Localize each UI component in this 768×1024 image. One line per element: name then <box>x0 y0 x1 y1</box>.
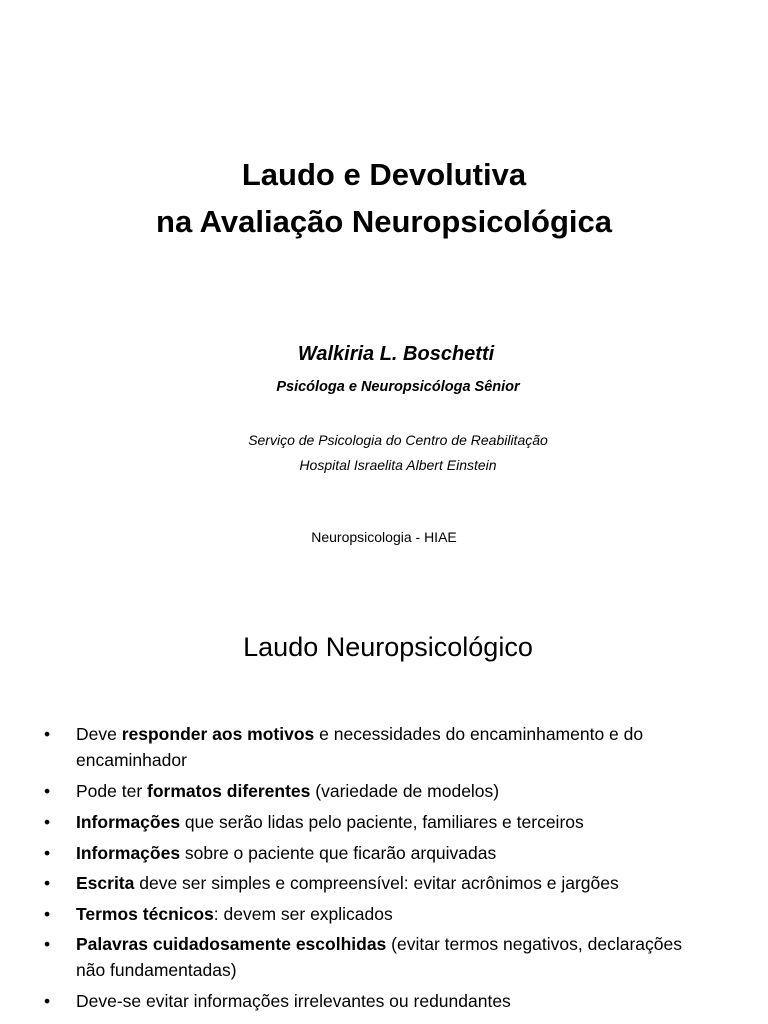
bullet-marker: • <box>44 812 51 832</box>
bullet-marker: • <box>44 873 51 893</box>
bullet-bold-text: responder aos motivos <box>121 724 315 744</box>
bullet-text: e necessidades do encaminhamento e do encaminhador <box>76 724 644 770</box>
cover-title-line-1: Laudo e Devolutiva <box>241 157 527 192</box>
slide-title: Laudo Neuropsicológico <box>243 632 533 662</box>
bullet-item <box>76 809 716 835</box>
bullet-text: que serão lidas pelo paciente, familiares e terceiros <box>180 812 584 832</box>
bullet-text: Deve-se evitar informações irrelevantes ou redundantes <box>76 991 511 1011</box>
bullet-marker: • <box>44 934 51 954</box>
bullet-marker: • <box>44 843 51 863</box>
bullet-text: (evitar termos negativos, declarações não fundamentadas) <box>76 934 682 980</box>
affiliation-line-1: Serviço de Psicologia do Centro de Reabilitação <box>248 432 548 448</box>
bullet-marker: • <box>44 991 51 1011</box>
bullet-marker: • <box>44 724 51 744</box>
bullet-item <box>76 721 716 773</box>
affiliation-line-2: Hospital Israelita Albert Einstein <box>299 457 497 473</box>
bullet-marker: • <box>44 904 51 924</box>
author-role: Psicóloga e Neuropsicóloga Sênior <box>276 379 520 395</box>
bullet-text: (variedade de modelos) <box>310 781 500 801</box>
bullet-item <box>76 840 716 866</box>
bullet-bold-text: Termos técnicos <box>76 904 214 924</box>
bullet-bold-text: Escrita <box>76 873 135 893</box>
bullet-bold-text: formatos diferentes <box>147 781 311 801</box>
author-name: Walkiria L. Boschetti <box>297 343 495 365</box>
bullet-bold-text: Informações <box>76 843 181 863</box>
bullet-text: deve ser simples e compreensível: evitar acrônimos e jargões <box>134 873 619 893</box>
bullet-marker: • <box>44 781 51 801</box>
bullet-item <box>76 901 716 927</box>
bullet-item <box>76 870 716 896</box>
bullet-text: sobre o paciente que ficarão arquivadas <box>180 843 497 863</box>
bullet-bold-text: Palavras cuidadosamente escolhidas <box>76 934 387 954</box>
bullet-item <box>76 931 716 983</box>
bullet-text: : devem ser explicados <box>213 904 393 924</box>
cover-title-line-2: na Avaliação Neuropsicológica <box>156 204 612 239</box>
bullet-bold-text: Informações <box>76 812 181 832</box>
bullet-text: Deve <box>76 724 122 744</box>
slide-footer: Neuropsicologia - HIAE <box>311 529 457 545</box>
bullet-item <box>76 988 716 1014</box>
bullet-text: Pode ter <box>76 781 148 801</box>
bullet-item <box>76 778 716 804</box>
